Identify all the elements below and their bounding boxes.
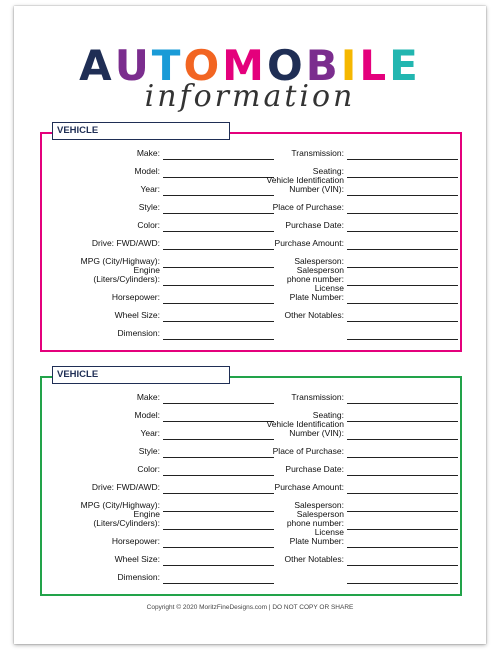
fill-in-line[interactable] <box>347 583 458 584</box>
form-row-year <box>54 422 274 440</box>
form-row-year <box>54 178 274 196</box>
form-row-drive-fwd-awd <box>54 232 274 250</box>
field-label: Horsepower: <box>111 536 160 546</box>
form-row-transmission <box>266 386 458 404</box>
form-row-dimension <box>54 566 274 584</box>
form-row-vehicle-identification-number-vin <box>266 175 458 196</box>
field-label: Wheel Size: <box>114 554 160 564</box>
form-row-purchase-amount <box>266 476 458 494</box>
form-row-make <box>54 386 274 404</box>
field-label: Color: <box>137 464 160 474</box>
form-row-mpg-city-highway <box>54 250 274 268</box>
field-label: Style: <box>138 446 160 456</box>
form-row-color <box>54 214 274 232</box>
vehicle-section-1 <box>40 125 462 352</box>
field-label: Purchase Date: <box>285 220 344 230</box>
field-label: Horsepower: <box>111 292 160 302</box>
title-letter: U <box>114 41 152 90</box>
form-row-wheel-size <box>54 304 274 322</box>
field-label: Seating: <box>312 166 344 176</box>
field-label: Dimension: <box>117 572 160 582</box>
form-row-style <box>54 440 274 458</box>
field-label: Model: <box>134 166 160 176</box>
form-row-model <box>54 404 274 422</box>
title-letter: M <box>222 41 267 90</box>
field-label: Transmission: <box>291 148 344 158</box>
title-letter: B <box>305 41 341 90</box>
field-label: Place of Purchase: <box>272 446 344 456</box>
form-row-extra <box>266 566 458 584</box>
field-label: Dimension: <box>117 328 160 338</box>
form-row-color <box>54 458 274 476</box>
vehicle-section-2 <box>40 369 462 596</box>
field-label: Salesperson: <box>294 500 344 510</box>
form-row-place-of-purchase <box>266 440 458 458</box>
field-label: Engine (Liters/Cylinders): <box>93 509 160 528</box>
form-row-extra <box>266 322 458 340</box>
vehicle-section-label: VEHICLE <box>52 122 230 140</box>
field-label: Color: <box>137 220 160 230</box>
form-row-purchase-date <box>266 214 458 232</box>
form-row-dimension <box>54 322 274 340</box>
field-label: Style: <box>138 202 160 212</box>
form-row-make <box>54 142 274 160</box>
title-letter: L <box>359 41 390 90</box>
printable-page <box>14 6 486 644</box>
field-label: Transmission: <box>291 392 344 402</box>
field-label: Purchase Date: <box>285 464 344 474</box>
field-label: Purchase Amount: <box>274 238 344 248</box>
field-label: Year: <box>140 184 160 194</box>
field-label: MPG (City/Highway): <box>80 500 160 510</box>
field-label: Vehicle Identification Number (VIN): <box>266 419 344 438</box>
field-label: Year: <box>140 428 160 438</box>
form-row-engine-liters-cylinders <box>54 509 274 530</box>
form-row-purchase-date <box>266 458 458 476</box>
copyright-footer: Copyright © 2020 MoritzFineDesigns.com | DO NOT COPY OR SHARE <box>146 604 354 611</box>
fill-in-line[interactable] <box>163 583 274 584</box>
field-label: Salesperson phone number: <box>286 265 344 284</box>
title-letter: A <box>79 41 115 90</box>
field-label: MPG (City/Highway): <box>80 256 160 266</box>
form-row-other-notables <box>266 304 458 322</box>
title-letter: E <box>389 41 421 90</box>
form-row-place-of-purchase <box>266 196 458 214</box>
form-row-engine-liters-cylinders <box>54 265 274 286</box>
field-label: Make: <box>136 392 160 402</box>
title-letter: O <box>266 41 306 90</box>
field-label: Vehicle Identification Number (VIN): <box>266 175 344 194</box>
form-row-license-plate-number <box>266 283 458 304</box>
field-label: Make: <box>136 148 160 158</box>
field-label: Model: <box>134 410 160 420</box>
title-letter: T <box>151 41 184 90</box>
field-label: License Plate Number: <box>289 283 344 302</box>
title-information-script: information <box>144 79 356 114</box>
field-label: Drive: FWD/AWD: <box>91 482 160 492</box>
fill-in-line[interactable] <box>163 339 274 340</box>
field-label: Salesperson phone number: <box>286 509 344 528</box>
form-row-horsepower <box>54 530 274 548</box>
field-label: Other Notables: <box>284 310 344 320</box>
title-letter: O <box>183 41 223 90</box>
field-label: Seating: <box>312 410 344 420</box>
field-label: Engine (Liters/Cylinders): <box>93 265 160 284</box>
field-label: License Plate Number: <box>289 527 344 546</box>
form-row-drive-fwd-awd <box>54 476 274 494</box>
field-label: Purchase Amount: <box>274 482 344 492</box>
vehicle-section-label: VEHICLE <box>52 366 230 384</box>
form-row-transmission <box>266 142 458 160</box>
form-row-model <box>54 160 274 178</box>
form-row-vehicle-identification-number-vin <box>266 419 458 440</box>
form-row-wheel-size <box>54 548 274 566</box>
field-label: Drive: FWD/AWD: <box>91 238 160 248</box>
form-row-purchase-amount <box>266 232 458 250</box>
field-label: Salesperson: <box>294 256 344 266</box>
field-label: Wheel Size: <box>114 310 160 320</box>
form-row-mpg-city-highway <box>54 494 274 512</box>
fill-in-line[interactable] <box>347 339 458 340</box>
form-row-style <box>54 196 274 214</box>
field-label: Other Notables: <box>284 554 344 564</box>
title-letter: I <box>340 41 360 90</box>
form-row-horsepower <box>54 286 274 304</box>
form-row-other-notables <box>266 548 458 566</box>
field-label: Place of Purchase: <box>272 202 344 212</box>
form-row-license-plate-number <box>266 527 458 548</box>
